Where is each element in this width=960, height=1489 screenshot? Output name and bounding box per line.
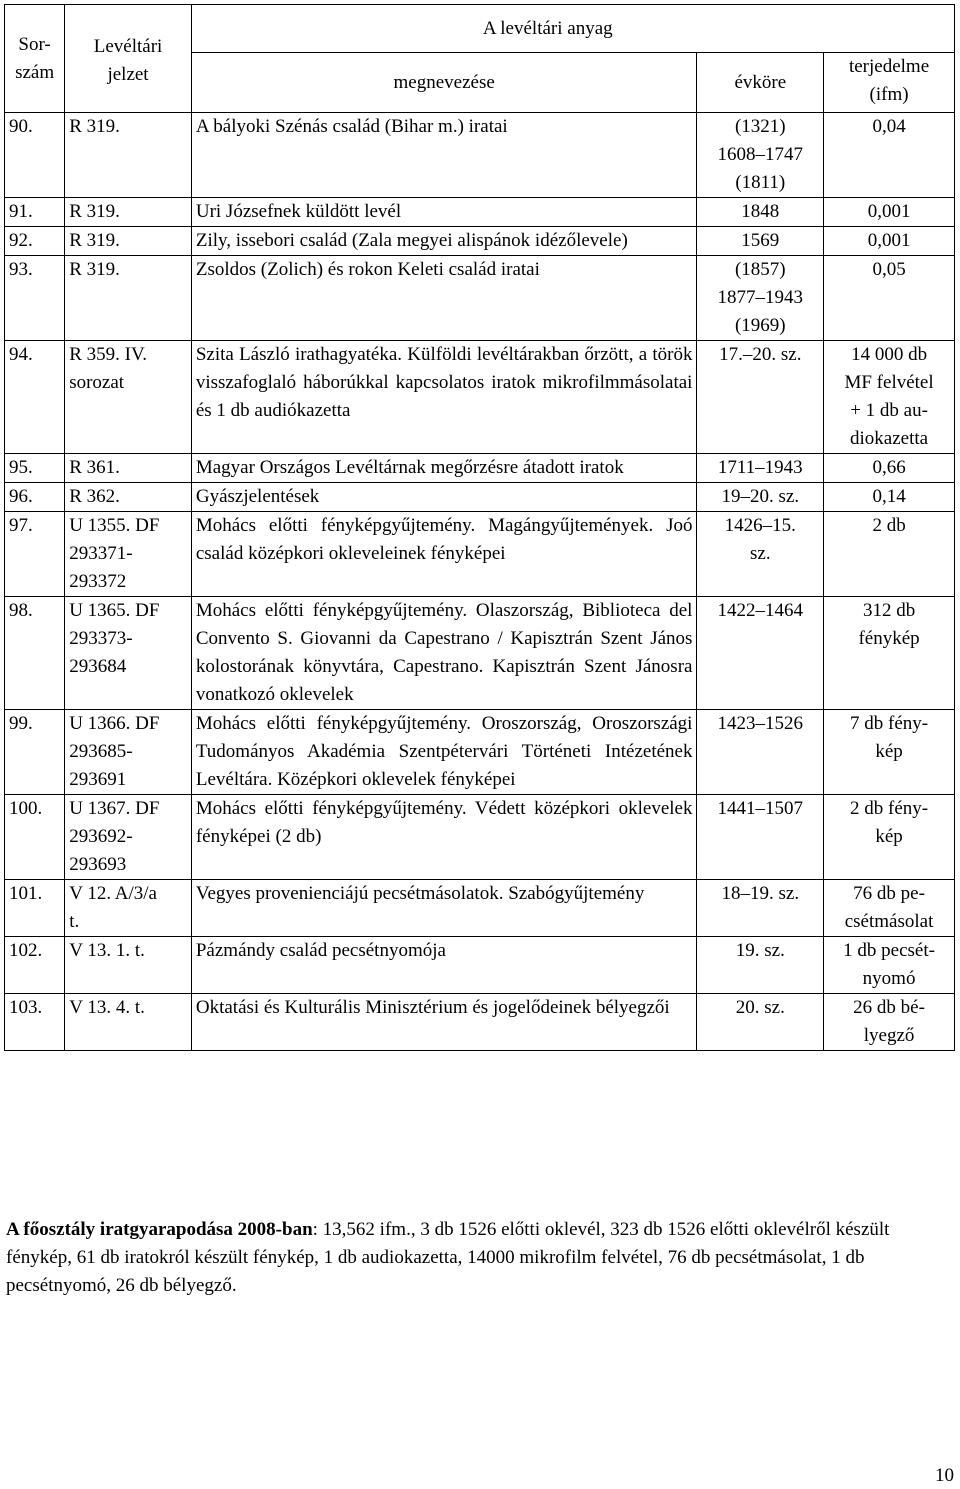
reference-line: R 319.	[69, 259, 120, 280]
table-row	[5, 227, 955, 256]
reference-line: R 319.	[69, 201, 120, 222]
table-body	[5, 113, 955, 1051]
row-number: 93.	[5, 256, 65, 341]
date-range-line: 1422–1464	[717, 600, 804, 621]
reference-line: R 359. IV.	[69, 344, 147, 365]
header-name: megnevezése	[191, 53, 697, 113]
table-row	[5, 454, 955, 483]
extent-line: MF felvétel	[844, 372, 934, 393]
date-range-line: (1969)	[734, 315, 786, 336]
row-number: 101.	[5, 880, 65, 937]
row-number: 98.	[5, 597, 65, 710]
record-name: Vegyes provenienciájú pecsétmásolatok. Szabógyűjtemény	[191, 880, 697, 937]
date-range-line: (1857)	[734, 259, 786, 280]
reference-line: V 13. 1. t.	[69, 940, 145, 961]
archive-reference	[65, 483, 192, 512]
row-number: 97.	[5, 512, 65, 597]
extent-line: 2 db fény-	[850, 798, 929, 819]
date-range-line: 17.–20. sz.	[719, 344, 802, 365]
header-range: évköre	[697, 53, 824, 113]
extent	[824, 483, 955, 512]
extent	[824, 597, 955, 710]
reference-line: V 12. A/3/a	[69, 883, 157, 904]
record-name: Zsoldos (Zolich) és rokon Keleti család iratai	[191, 256, 697, 341]
date-range	[697, 937, 824, 994]
extent-line: 76 db pe-	[853, 883, 925, 904]
extent-line: 26 db bé-	[853, 997, 925, 1018]
date-range	[697, 256, 824, 341]
row-number: 91.	[5, 198, 65, 227]
date-range	[697, 483, 824, 512]
reference-line: t.	[69, 911, 80, 932]
extent	[824, 795, 955, 880]
table-row	[5, 710, 955, 795]
reference-line: U 1355. DF	[69, 515, 160, 536]
row-number: 94.	[5, 341, 65, 454]
header-ref	[65, 5, 192, 113]
date-range-line: 1711–1943	[717, 457, 803, 478]
extent	[824, 710, 955, 795]
date-range	[697, 227, 824, 256]
record-name: Uri Józsefnek küldött levél	[191, 198, 697, 227]
extent-line: nyomó	[862, 968, 916, 989]
date-range-line: 18–19. sz.	[721, 883, 800, 904]
row-number: 95.	[5, 454, 65, 483]
table-row	[5, 198, 955, 227]
date-range-line: 19. sz.	[735, 940, 785, 961]
table-row	[5, 341, 955, 454]
header-ext	[824, 53, 955, 113]
date-range-line: (1811)	[735, 172, 786, 193]
date-range-line: 1877–1943	[717, 287, 804, 308]
extent-line: fénykép	[858, 628, 920, 649]
extent-line: 312 db	[862, 600, 916, 621]
extent	[824, 341, 955, 454]
extent	[824, 937, 955, 994]
table-row	[5, 483, 955, 512]
table-row	[5, 597, 955, 710]
row-number: 102.	[5, 937, 65, 994]
row-number: 103.	[5, 994, 65, 1051]
table-row	[5, 256, 955, 341]
record-name: Mohács előtti fényképgyűjtemény. Oroszország, Oroszországi Tudományos Akadémia Szentpétervári Történeti Intézetének Levéltára. Középkori oklevelek fényképei	[191, 710, 697, 795]
date-range-line: 1848	[741, 201, 780, 222]
reference-line: U 1365. DF	[69, 600, 160, 621]
reference-line: R 361.	[69, 457, 120, 478]
date-range	[697, 710, 824, 795]
archive-reference	[65, 795, 192, 880]
date-range	[697, 198, 824, 227]
header-ext-line2: (ifm)	[869, 84, 909, 105]
reference-line: U 1367. DF	[69, 798, 160, 819]
extent-line: csétmásolat	[844, 911, 934, 932]
reference-line: 293373-	[69, 628, 133, 649]
date-range	[697, 454, 824, 483]
reference-line: R 319.	[69, 230, 120, 251]
extent-line: 0,66	[872, 457, 906, 478]
date-range-line: 1569	[741, 230, 780, 251]
summary-bold: A főosztály iratgyarapodása 2008-ban	[6, 1219, 313, 1240]
date-range	[697, 341, 824, 454]
header-no-line1: Sor-	[18, 33, 51, 55]
reference-line: V 13. 4. t.	[69, 997, 145, 1018]
page-number: 10	[935, 1465, 954, 1486]
row-number: 92.	[5, 227, 65, 256]
date-range-line: (1321)	[734, 116, 786, 137]
extent-line: 2 db	[872, 515, 906, 536]
archive-reference	[65, 341, 192, 454]
row-number: 96.	[5, 483, 65, 512]
archive-reference	[65, 597, 192, 710]
reference-line: 293693	[69, 854, 127, 875]
table-row	[5, 113, 955, 198]
date-range-line: sz.	[750, 543, 771, 564]
extent	[824, 994, 955, 1051]
extent	[824, 256, 955, 341]
header-ref-line2: jelzet	[107, 64, 149, 85]
date-range	[697, 113, 824, 198]
record-name: A bályoki Szénás család (Bihar m.) iratai	[191, 113, 697, 198]
date-range	[697, 512, 824, 597]
date-range-line: 1426–15.	[724, 515, 796, 536]
reference-line: 293685-	[69, 741, 133, 762]
reference-line: sorozat	[69, 372, 125, 393]
archive-reference	[65, 227, 192, 256]
archive-reference	[65, 454, 192, 483]
record-name: Mohács előtti fényképgyűjtemény. Olaszország, Biblioteca del Convento S. Giovanni da Capestrano / Kapisztrán Szent János kolostorának könyvtára, Capestrano. Kapisztrán Szent Jánosra vonatkozó oklevelek	[191, 597, 697, 710]
reference-line: 293371-	[69, 543, 133, 564]
archive-reference	[65, 113, 192, 198]
extent	[824, 512, 955, 597]
record-name: Szita László irathagyatéka. Külföldi levéltárakban őrzött, a török visszafoglaló háborúkkal kapcsolatos iratok mikrofilmmásolatai és 1 db audiókazetta	[191, 341, 697, 454]
extent-line: kép	[875, 741, 903, 762]
reference-line: R 362.	[69, 486, 120, 507]
summary-paragraph	[6, 1216, 954, 1300]
reference-line: 293692-	[69, 826, 133, 847]
table-row	[5, 795, 955, 880]
header-group: A levéltári anyag	[191, 5, 954, 53]
row-number: 90.	[5, 113, 65, 198]
header-no	[5, 5, 65, 113]
date-range-line: 1441–1507	[717, 798, 804, 819]
extent	[824, 113, 955, 198]
archive-reference	[65, 880, 192, 937]
archive-reference	[65, 994, 192, 1051]
record-name: Mohács előtti fényképgyűjtemény. Magángyűjtemények. Joó család középkori okleveleinek fényképei	[191, 512, 697, 597]
archive-reference	[65, 512, 192, 597]
table-row	[5, 880, 955, 937]
record-name: Pázmándy család pecsétnyomója	[191, 937, 697, 994]
reference-line: 293684	[69, 656, 127, 677]
record-name: Gyászjelentések	[191, 483, 697, 512]
extent-line: 0,001	[867, 201, 911, 222]
header-ref-line1: Levéltári	[93, 36, 163, 57]
date-range-line: 1608–1747	[717, 144, 804, 165]
reference-line: U 1366. DF	[69, 713, 160, 734]
table-row	[5, 512, 955, 597]
date-range	[697, 795, 824, 880]
extent	[824, 198, 955, 227]
extent-line: 1 db pecsét-	[843, 940, 935, 961]
extent-line: + 1 db au-	[850, 400, 928, 421]
summary-text: : 13,562 ifm., 3 db 1526 előtti oklevél, 323 db 1526 előtti oklevélről készült fénykép, 61 db iratokról készült fénykép, 1 db audiokazetta, 14000 mikrofilm felvétel, 76 db pecsétmásolat, 1 db pecsétnyomó, 26 db bélyegző.	[6, 1219, 890, 1296]
date-range	[697, 880, 824, 937]
extent	[824, 880, 955, 937]
record-name: Magyar Országos Levéltárnak megőrzésre átadott iratok	[191, 454, 697, 483]
reference-line: 293372	[69, 571, 127, 592]
date-range-line: 20. sz.	[735, 997, 785, 1018]
record-name: Oktatási és Kulturális Minisztérium és jogelődeinek bélyegzői	[191, 994, 697, 1051]
extent-line: 0,05	[872, 259, 906, 280]
extent	[824, 454, 955, 483]
row-number: 99.	[5, 710, 65, 795]
date-range	[697, 994, 824, 1051]
date-range-line: 19–20. sz.	[721, 486, 800, 507]
record-name: Zily, issebori család (Zala megyei alispánok idézőlevele)	[191, 227, 697, 256]
header-no-line2: szám	[15, 61, 55, 83]
extent-line: 7 db fény-	[850, 713, 929, 734]
table-row	[5, 937, 955, 994]
record-name: Mohács előtti fényképgyűjtemény. Védett középkori oklevelek fényképei (2 db)	[191, 795, 697, 880]
extent-line: 14 000 db	[851, 344, 928, 365]
extent-line: 0,14	[872, 486, 906, 507]
row-number: 100.	[5, 795, 65, 880]
archive-reference	[65, 198, 192, 227]
date-range	[697, 597, 824, 710]
extent-line: 0,04	[872, 116, 906, 137]
archive-reference	[65, 937, 192, 994]
archive-reference	[65, 256, 192, 341]
extent	[824, 227, 955, 256]
reference-line: 293691	[69, 769, 127, 790]
table-row	[5, 994, 955, 1051]
archive-table	[4, 4, 955, 1051]
extent-line: kép	[875, 826, 903, 847]
archive-reference	[65, 710, 192, 795]
reference-line: R 319.	[69, 116, 120, 137]
date-range-line: 1423–1526	[717, 713, 804, 734]
header-ext-line1: terjedelme	[848, 56, 930, 77]
extent-line: 0,001	[867, 230, 911, 251]
extent-line: diokazetta	[850, 428, 929, 449]
extent-line: lyegző	[863, 1025, 915, 1046]
